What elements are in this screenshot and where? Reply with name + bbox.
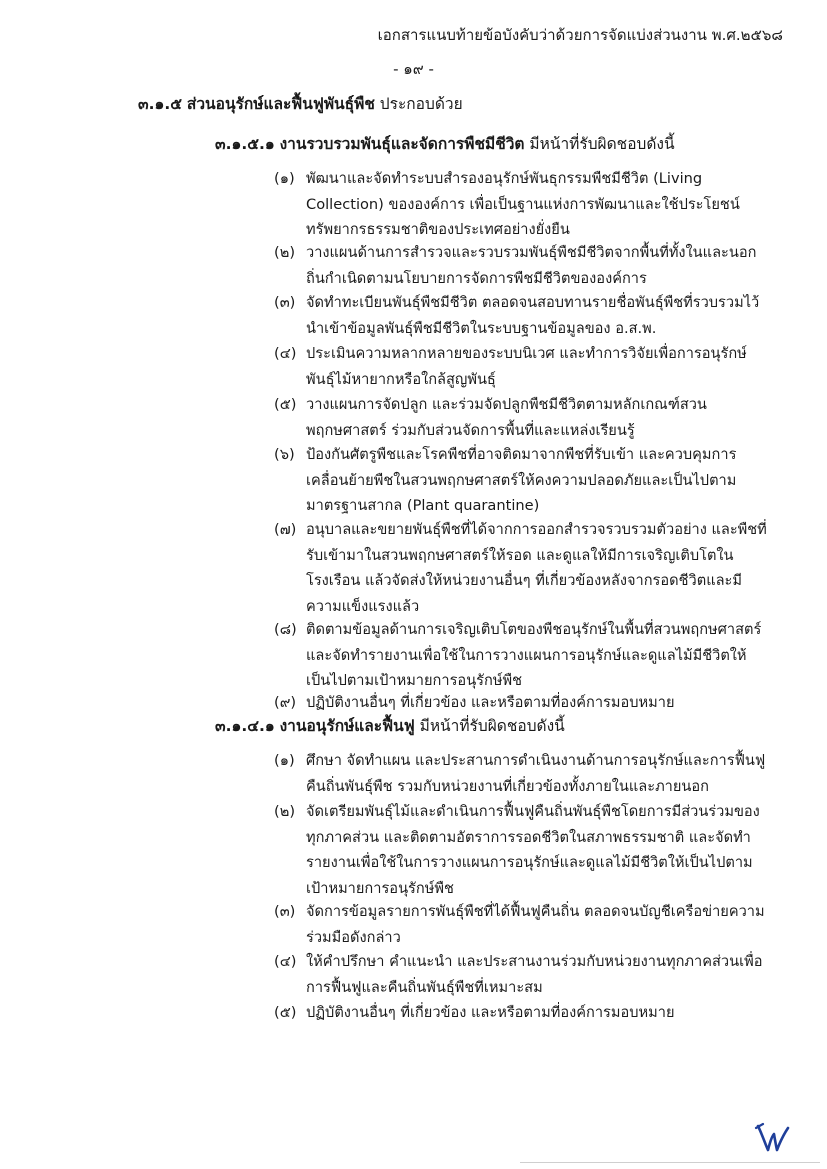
list-item [274, 949, 774, 1000]
item-number: (๔) [274, 345, 297, 362]
item-line: จัดทำทะเบียนพันธุ์พืชมีชีวิต ตลอดจนสอบทานรายชื่อพันธุ์พืชที่รวบรวมไว้ [306, 294, 760, 311]
list-item [274, 748, 774, 799]
item-number: (๕) [274, 1004, 297, 1021]
subsection-number: ๓.๑.๕.๑ [215, 135, 275, 153]
subsection-heading-2 [215, 714, 565, 738]
item-number: (๘) [274, 621, 297, 638]
item-line: รับเข้ามาในสวนพฤกษศาสตร์ให้รอด และดูแลให้มีการเจริญเติบโตใน [306, 546, 734, 564]
item-number: (๗) [274, 521, 297, 538]
document-header: เอกสารแนบท้ายข้อบังคับว่าด้วยการจัดแบ่งส่วนงาน พ.ศ.๒๕๖๘ [377, 26, 783, 44]
item-line: นำเข้าข้อมูลพันธุ์พืชมีชีวิตในระบบฐานข้อมูลของ อ.ส.พ. [306, 319, 657, 337]
item-line: โรงเรือน แล้วจัดส่งให้หน่วยงานอื่นๆ ที่เกี่ยวข้องหลังจากรอดชีวิตและมี [306, 572, 743, 590]
item-number: (๙) [274, 694, 297, 711]
item-number: (๓) [274, 294, 296, 311]
subsection-suffix: มีหน้าที่รับผิดชอบดังนี้ [419, 717, 565, 735]
section-number: ๓.๑.๕ [138, 95, 182, 113]
item-number: (๑) [274, 170, 295, 187]
item-line: มาตรฐานสากล (Plant quarantine) [306, 497, 540, 515]
item-line: เป้าหมายการอนุรักษ์พืช [306, 879, 454, 897]
subsection-heading-1 [215, 132, 675, 156]
item-line: วางแผนการจัดปลูก และร่วมจัดปลูกพืชมีชีวิตตามหลักเกณฑ์สวน [306, 396, 707, 413]
item-number: (๔) [274, 953, 297, 970]
subsection-title: งานอนุรักษ์และฟื้นฟู [279, 717, 415, 735]
list-item [274, 392, 774, 443]
item-line: เป็นไปตามเป้าหมายการอนุรักษ์พืช [306, 672, 522, 690]
list-item [274, 690, 774, 716]
handwritten-initial-mark [754, 1120, 790, 1154]
item-line: จัดเตรียมพันธุ์ไม้และดำเนินการฟื้นฟูคืนถิ่นพันธุ์พืชโดยการมีส่วนร่วมของ [306, 803, 760, 820]
section-suffix: ประกอบด้วย [379, 95, 463, 113]
item-line: ทรัพยากรธรรมชาติของประเทศอย่างยั่งยืน [306, 221, 570, 239]
item-line: ป้องกันศัตรูพืชและโรคพืชที่อาจติดมาจากพืชที่รับเข้า และควบคุมการ [306, 446, 737, 463]
item-line: ศึกษา จัดทำแผน และประสานการดำเนินงานด้านการอนุรักษ์และการฟื้นฟู [306, 752, 766, 769]
item-number: (๑) [274, 752, 295, 769]
item-line: ทุกภาคส่วน และติดตามอัตราการรอดชีวิตในสภาพธรรมชาติ และจัดทำ [306, 828, 751, 846]
list-item [274, 240, 774, 291]
subsection-number: ๓.๑.๔.๑ [215, 717, 275, 735]
item-line: อนุบาลและขยายพันธุ์พืชที่ได้จากการออกสำรวจรวบรวมตัวอย่าง และพืชที่ [306, 521, 767, 538]
subsection-suffix: มีหน้าที่รับผิดชอบดังนี้ [529, 135, 675, 153]
item-line: เคลื่อนย้ายพืชในสวนพฤกษศาสตร์ให้คงความปลอดภัยและเป็นไปตาม [306, 471, 737, 489]
item-number: (๒) [274, 803, 296, 820]
item-line: ติดตามข้อมูลด้านการเจริญเติบโตของพืชอนุรักษ์ในพื้นที่สวนพฤกษศาสตร์ [306, 621, 762, 638]
list-item [274, 166, 774, 243]
item-number: (๓) [274, 903, 296, 920]
footer-divider [520, 1162, 820, 1163]
item-line: พฤกษศาสตร์ ร่วมกับส่วนจัดการพื้นที่และแหล่งเรียนรู้ [306, 421, 635, 439]
item-line: ให้คำปรึกษา คำแนะนำ และประสานงานร่วมกับหน่วยงานทุกภาคส่วนเพื่อ [306, 953, 763, 970]
item-line: พันธุ์ไม้หายากหรือใกล้สูญพันธุ์ [306, 370, 496, 388]
item-line: วางแผนด้านการสำรวจและรวบรวมพันธุ์พืชมีชีวิตจากพื้นที่ทั้งในและนอก [306, 244, 757, 261]
list-item [274, 1000, 774, 1026]
item-line: Collection) ขององค์การ เพื่อเป็นฐานแห่งการพัฒนาและใช้ประโยชน์ [306, 195, 740, 213]
section-title: ส่วนอนุรักษ์และฟื้นฟูพันธุ์พืช [186, 95, 375, 113]
item-number: (๖) [274, 446, 295, 463]
item-line: ประเมินความหลากหลายของระบบนิเวศ และทำการวิจัยเพื่อการอนุรักษ์ [306, 345, 747, 362]
page-number: - ๑๙ - [393, 60, 434, 78]
item-line: ปฏิบัติงานอื่นๆ ที่เกี่ยวข้อง และหรือตามที่องค์การมอบหมาย [306, 694, 675, 711]
list-item [274, 442, 774, 519]
item-line: ความแข็งแรงแล้ว [306, 597, 420, 615]
item-number: (๕) [274, 396, 297, 413]
item-line: และจัดทำรายงานเพื่อใช้ในการวางแผนการอนุรักษ์และดูแลไม้มีชีวิตให้ [306, 646, 747, 664]
item-line: จัดการข้อมูลรายการพันธุ์พืชที่ได้ฟื้นฟูคืนถิ่น ตลอดจนบัญชีเครือข่ายความ [306, 903, 765, 920]
item-line: การฟื้นฟูและคืนถิ่นพันธุ์พืชที่เหมาะสม [306, 978, 543, 996]
list-item [274, 799, 774, 901]
item-line: ปฏิบัติงานอื่นๆ ที่เกี่ยวข้อง และหรือตามที่องค์การมอบหมาย [306, 1004, 675, 1021]
item-line: ร่วมมือดังกล่าว [306, 928, 401, 946]
section-heading [138, 92, 463, 116]
item-line: พัฒนาและจัดทำระบบสำรองอนุรักษ์พันธุกรรมพืชมีชีวิต (Living [306, 170, 703, 187]
list-item [274, 617, 774, 694]
item-line: ถิ่นกำเนิดตามนโยบายการจัดการพืชมีชีวิตขององค์การ [306, 269, 647, 287]
item-line: รายงานเพื่อใช้ในการวางแผนการอนุรักษ์และดูแลไม้มีชีวิตให้เป็นไปตาม [306, 854, 753, 872]
subsection-title: งานรวบรวมพันธุ์และจัดการพืชมีชีวิต [279, 135, 525, 153]
list-item [274, 517, 774, 619]
item-line: คืนถิ่นพันธุ์พืช รวมกับหน่วยงานที่เกี่ยวข้องทั้งภายในและภายนอก [306, 777, 710, 795]
list-item [274, 290, 774, 341]
list-item [274, 341, 774, 392]
list-item [274, 899, 774, 950]
item-number: (๒) [274, 244, 296, 261]
